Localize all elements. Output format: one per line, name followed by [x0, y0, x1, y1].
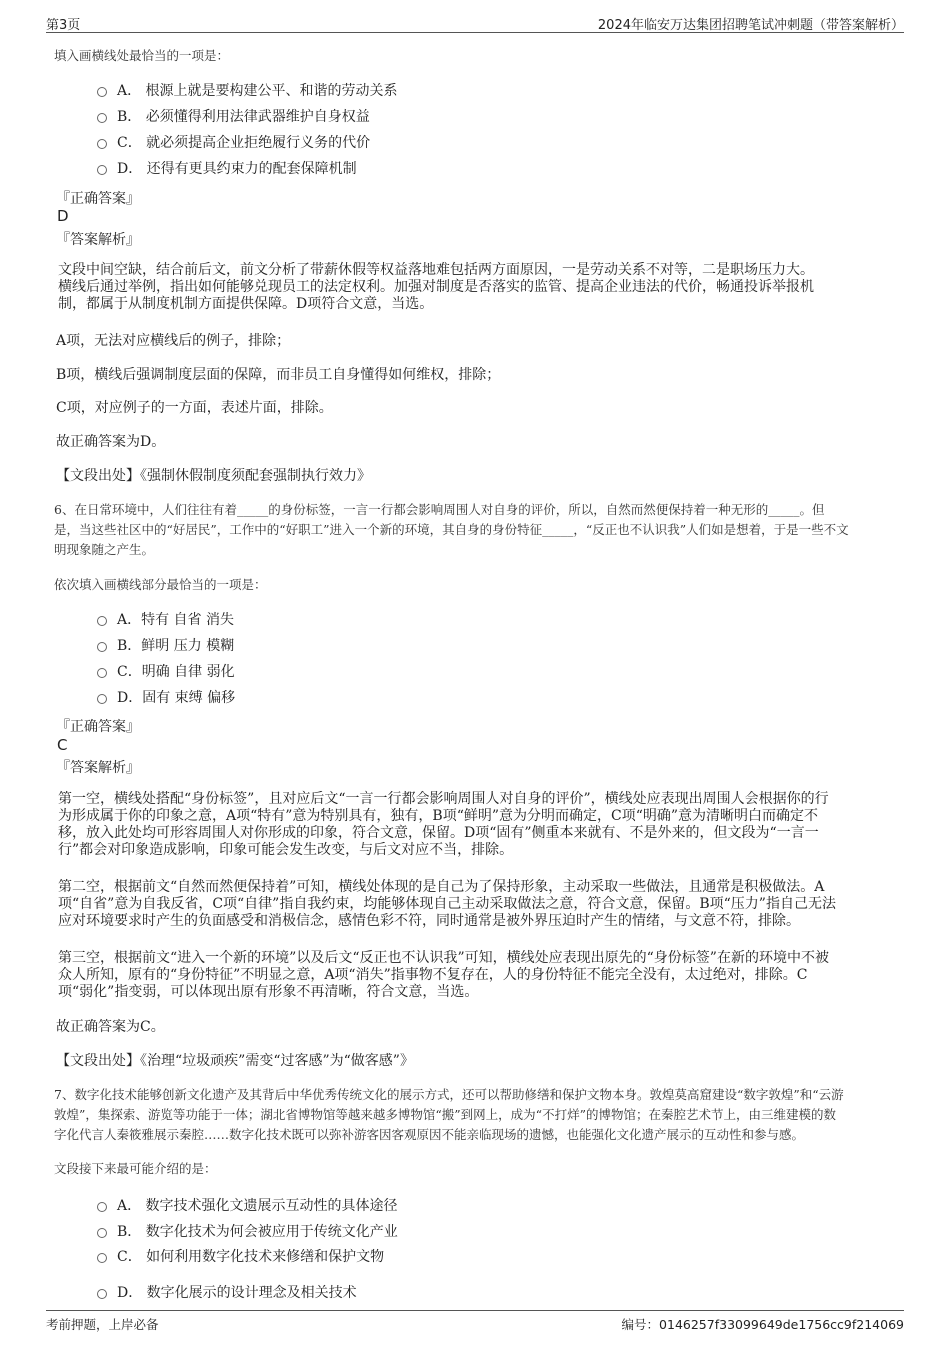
q6-text: 6、在日常环境中，人们往往有着_____的身份标签，一言一行都会影响周围人对自身的评价，所以，自然而然便保持着一种无形的_____。但 是，当这些社区中的“好居民”，工作中的“好职工”进入一个新的环境，其自身的身份特征_____，“反正也不认识我”人们如是想着，于是一些不文 明现象随之产生。	[54, 502, 849, 557]
answer-label: 『正确答案』	[56, 191, 140, 207]
answer-value: D	[57, 207, 69, 225]
q7-option-b[interactable]: B． 数字化技术为何会被应用于传统文化产业	[97, 1222, 398, 1242]
q5-option-d[interactable]: D． 还得有更具约束力的配套保障机制	[97, 159, 357, 179]
q6-option-b[interactable]: B．鲜明 压力 模糊	[97, 636, 234, 656]
q7-option-a[interactable]: A． 数字技术强化文遗展示互动性的具体途径	[97, 1196, 398, 1216]
q5-prompt: 填入画横线处最恰当的一项是：	[54, 48, 230, 63]
radio-icon[interactable]	[97, 1253, 107, 1263]
q6-prompt: 依次填入画横线部分最恰当的一项是：	[54, 577, 267, 592]
document-title: 2024年临安万达集团招聘笔试冲刺题（带答案解析）	[597, 18, 904, 33]
q6-analysis-3: 第三空，根据前文“进入一个新的环境”以及后文“反正也不认识我”可知，横线处应表现出原先的“身份标签”在新的环境中不被 众人所知，原有的“身份特征”不明显之意，A项“消失”指事物不复存在，人的身份特征不能完全没有，太过绝对，排除。C 项“弱化”指变弱，可以体现出原有形象不再清晰，符合文意，当选。	[58, 950, 829, 1000]
radio-icon[interactable]	[97, 1228, 107, 1238]
q5-note-c: C项，对应例子的一方面，表述片面，排除。	[56, 400, 333, 416]
radio-icon[interactable]	[97, 165, 107, 175]
answer-value: C	[57, 736, 68, 754]
answer-label: 『正确答案』	[56, 719, 140, 735]
q6-option-c[interactable]: C．明确 自律 弱化	[97, 662, 235, 682]
q5-source: 【文段出处】《强制休假制度须配套强制执行效力》	[56, 468, 371, 484]
document-code: 编号：0146257f33099649de1756cc9f214069	[621, 1317, 904, 1332]
radio-icon[interactable]	[97, 139, 107, 149]
q6-source: 【文段出处】《治理“垃圾顽疾”需变“过客感”为“做客感”》	[56, 1053, 414, 1069]
analysis-label: 『答案解析』	[56, 760, 140, 776]
q5-note-b: B项，横线后强调制度层面的保障，而非员工自身懂得如何维权，排除；	[56, 367, 501, 383]
q7-option-c[interactable]: C． 如何利用数字化技术来修缮和保护文物	[97, 1247, 384, 1267]
radio-icon[interactable]	[97, 642, 107, 652]
radio-icon[interactable]	[97, 668, 107, 678]
q5-note-a: A项，无法对应横线后的例子，排除；	[56, 333, 291, 349]
page-number: 第3页	[46, 18, 81, 33]
radio-icon[interactable]	[97, 1202, 107, 1212]
q5-analysis: 文段中间空缺，结合前后文，前文分析了带薪休假等权益落地难包括两方面原因，一是劳动关系不对等，二是职场压力大。 横线后通过举例，指出如何能够兑现员工的法定权利。加强对制度是否落实的监管、提高企业违法的代价，畅通投诉举报机 制，都属于从制度机制方面提供保障。D项符合文意，当选。	[58, 262, 814, 312]
radio-icon[interactable]	[97, 113, 107, 123]
q5-option-b[interactable]: B． 必须懂得利用法律武器维护自身权益	[97, 107, 370, 127]
q7-option-d[interactable]: D． 数字化展示的设计理念及相关技术	[97, 1283, 357, 1303]
analysis-label: 『答案解析』	[56, 232, 140, 248]
q6-option-d[interactable]: D．固有 束缚 偏移	[97, 688, 235, 708]
q6-analysis-2: 第二空，根据前文“自然而然便保持着”可知，横线处体现的是自己为了保持形象，主动采取一些做法，且通常是积极做法。A 项“自省”意为自我反省，C项“自律”指自我约束，均能够体现自己主动采取做法之意，符合文意，保留。B项“压力”指自己无法 应对环境要求时产生的负面感受和消极信念，感情色彩不符，同时通常是被外界压迫时产生的情绪，与文意不符，排除。	[58, 879, 836, 929]
footer-slogan: 考前押题，上岸必备	[46, 1317, 159, 1332]
q7-prompt: 文段接下来最可能介绍的是：	[54, 1161, 217, 1176]
radio-icon[interactable]	[97, 1289, 107, 1299]
q7-text: 7、数字化技术能够创新文化遗产及其背后中华优秀传统文化的展示方式，还可以帮助修缮和保护文物本身。敦煌莫高窟建设“数字敦煌”和“云游 敦煌”，集探索、游览等功能于一体；湖北省博物馆等越来越多博物馆“搬”到网上，成为“不打烊”的博物馆；在秦腔艺术节上，由三维建模的数 字化代言人秦筱雅展示秦腔……数字化技术既可以弥补游客因客观原因不能亲临现场的遗憾，也能强化文化遗产展示的互动性和参与感。	[54, 1087, 844, 1142]
radio-icon[interactable]	[97, 87, 107, 97]
q5-option-a[interactable]: A． 根源上就是要构建公平、和谐的劳动关系	[97, 81, 398, 101]
q5-conclusion: 故正确答案为D。	[56, 434, 166, 450]
page-header	[46, 12, 904, 33]
radio-icon[interactable]	[97, 694, 107, 704]
q6-analysis-1: 第一空，横线处搭配“身份标签”，且对应后文“一言一行都会影响周围人对自身的评价”，横线处应表现出周围人会根据你的行 为形成属于你的印象之意，A项“特有”意为特别具有，独有，B项“鲜明”意为分明而确定，C项“明确”意为清晰明白而确定不 移，放入此处均可形容周围人对你形成的印象，符合文意，保留。D项“固有”侧重本来就有、不是外来的，但文段为“一言一 行”都会对印象造成影响，印象可能会发生改变，与后文对应不当，排除。	[58, 791, 829, 858]
page-footer	[46, 1310, 904, 1333]
q6-conclusion: 故正确答案为C。	[56, 1019, 165, 1035]
q5-option-c[interactable]: C． 就必须提高企业拒绝履行义务的代价	[97, 133, 370, 153]
q6-option-a[interactable]: A．特有 自省 消失	[97, 610, 234, 630]
radio-icon[interactable]	[97, 616, 107, 626]
